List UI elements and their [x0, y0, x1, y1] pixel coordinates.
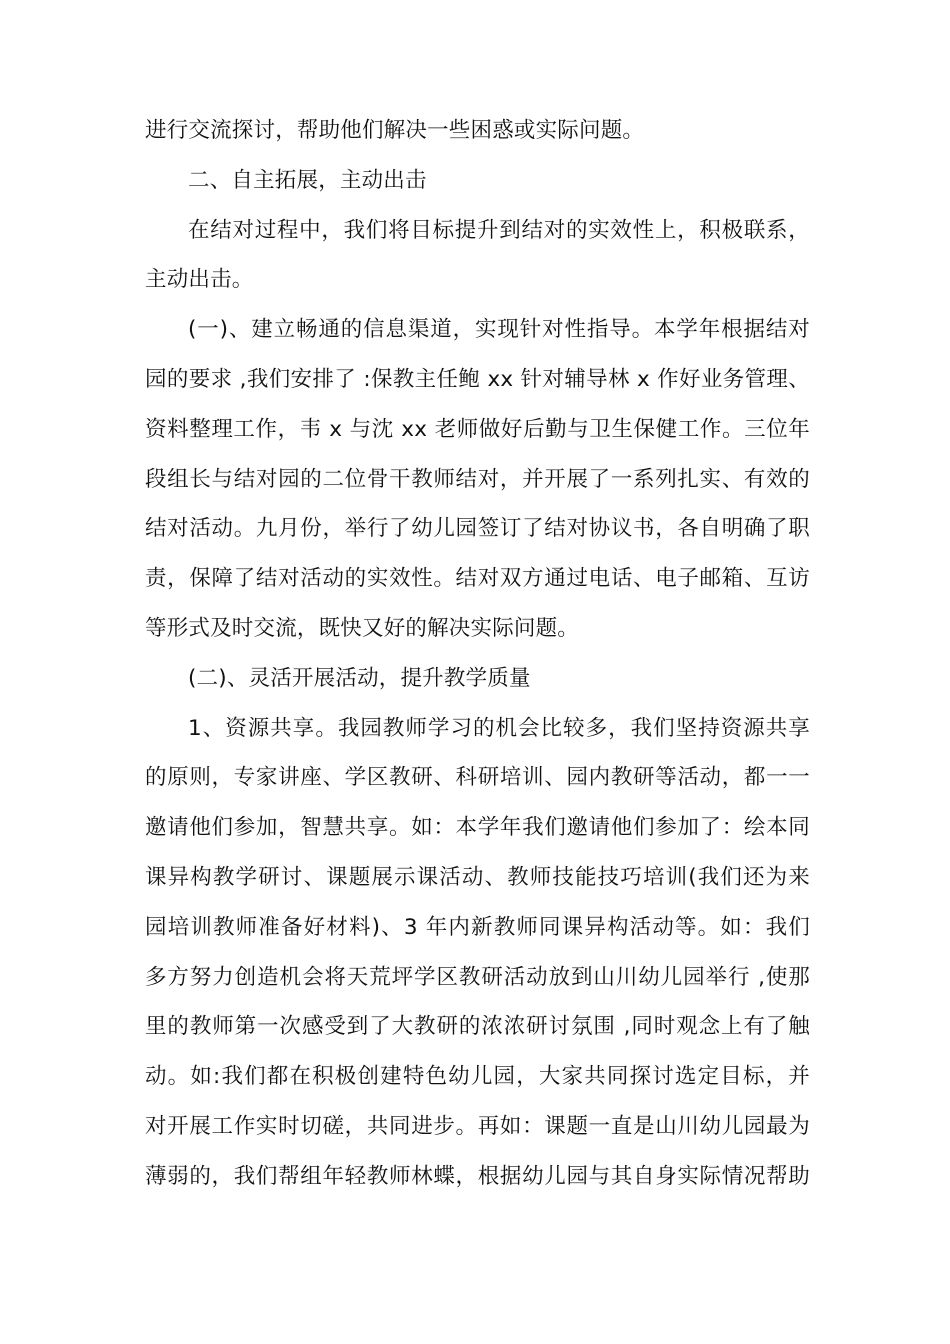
text-line: 园的要求 ,我们安排了 :保教主任鲍 xx 针对辅导林 x 作好业务管理、	[145, 366, 810, 392]
text-line: (一)、建立畅通的信息渠道，实现针对性指导。本学年根据结对	[188, 317, 810, 343]
document-body	[145, 106, 810, 1202]
text-line: 二、自主拓展，主动出击	[188, 167, 427, 193]
text-line: 1、资源共享。我园教师学习的机会比较多，我们坚持资源共享	[188, 715, 810, 741]
text-line: 课异构教学研讨、课题展示课活动、教师技能技巧培训(我们还为来	[145, 864, 810, 890]
text-line: 动。如:我们都在积极创建特色幼儿园，大家共同探讨选定目标，并	[145, 1064, 810, 1090]
text-line: 邀请他们参加，智慧共享。如：本学年我们邀请他们参加了：绘本同	[145, 815, 810, 841]
text-line: 段组长与结对园的二位骨干教师结对，并开展了一系列扎实、有效的	[145, 466, 810, 492]
text-line: 里的教师第一次感受到了大教研的浓浓研讨氛围 ,同时观念上有了触	[145, 1014, 810, 1040]
text-line: 薄弱的，我们帮组年轻教师林蝶，根据幼儿园与其自身实际情况帮助	[145, 1163, 810, 1189]
text-line: (二)、灵活开展活动，提升教学质量	[188, 665, 531, 691]
text-line: 园培训教师准备好材料)、3 年内新教师同课异构活动等。如：我们	[145, 914, 810, 940]
text-line: 的原则，专家讲座、学区教研、科研培训、园内教研等活动，都一一	[145, 765, 810, 791]
text-line: 在结对过程中，我们将目标提升到结对的实效性上，积极联系，	[188, 217, 810, 243]
text-line: 结对活动。九月份，举行了幼儿园签订了结对协议书，各自明确了职	[145, 516, 810, 542]
text-line: 资料整理工作，韦 x 与沈 xx 老师做好后勤与卫生保健工作。三位年	[145, 416, 810, 442]
text-line: 多方努力创造机会将天荒坪学区教研活动放到山川幼儿园举行 ,使那	[145, 964, 810, 990]
text-line: 责，保障了结对活动的实效性。结对双方通过电话、电子邮箱、互访	[145, 566, 810, 592]
text-line: 进行交流探讨，帮助他们解决一些困惑或实际问题。	[145, 118, 645, 143]
text-line: 主动出击。	[145, 267, 254, 293]
text-line: 对开展工作实时切磋，共同进步。再如：课题一直是山川幼儿园最为	[145, 1113, 810, 1139]
text-line: 等形式及时交流，既快又好的解决实际问题。	[145, 615, 580, 641]
